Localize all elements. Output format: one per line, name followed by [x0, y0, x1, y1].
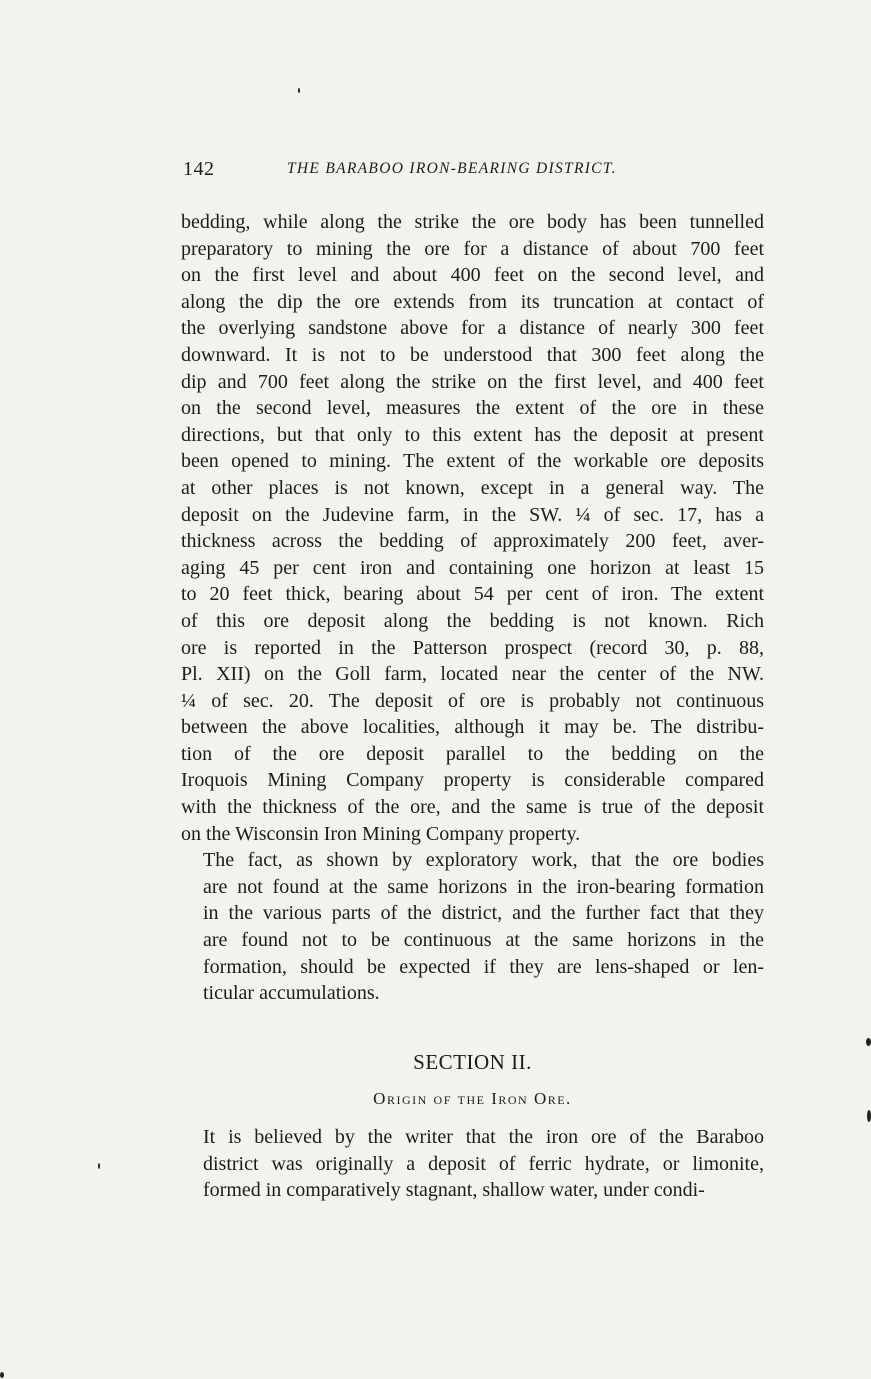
text-line: formation, should be expected if they are lens-shaped or len- — [203, 955, 764, 978]
scan-speck — [866, 1038, 871, 1046]
text-line: district was originally a deposit of ferric hydrate, or limonite, — [203, 1152, 764, 1175]
text-line: the overlying sandstone above for a distance of nearly 300 feet — [181, 317, 764, 340]
text-line: preparatory to mining the ore for a distance of about 700 feet — [181, 237, 764, 260]
text-line: ¼ of sec. 20. The deposit of ore is probably not continuous — [181, 689, 764, 712]
text-line: of this ore deposit along the bedding is not known. Rich — [181, 609, 764, 632]
page-number: 142 — [183, 158, 215, 180]
text-line: ticular accumulations. — [203, 982, 380, 1005]
paragraph — [181, 209, 764, 847]
text-line: with the thickness of the ore, and the same is true of the deposit — [181, 796, 764, 819]
text-line: bedding, while along the strike the ore body has been tunnelled — [181, 211, 764, 233]
text-line: downward. It is not to be understood that 300 feet along the — [181, 343, 764, 366]
section-heading: SECTION II. — [413, 1050, 532, 1074]
page-header — [183, 158, 763, 186]
text-line: formed in comparatively stagnant, shallow water, under condi- — [203, 1179, 705, 1202]
text-line: between the above localities, although it may be. The distribu- — [181, 716, 764, 739]
paragraph — [181, 1124, 764, 1204]
section-text — [181, 1124, 764, 1204]
text-line: directions, but that only to this extent has the deposit at present — [181, 423, 764, 446]
text-line: The fact, as shown by exploratory work, that the ore bodies — [203, 849, 764, 872]
text-line: in the various parts of the district, and the further fact that they — [203, 902, 764, 925]
text-line: Iroquois Mining Company property is considerable compared — [181, 769, 764, 792]
main-text — [181, 209, 764, 1007]
scan-speck — [0, 1372, 4, 1378]
text-line: are found not to be continuous at the same horizons in the — [203, 929, 764, 952]
text-line: on the first level and about 400 feet on the second level, and — [181, 264, 764, 287]
text-line: to 20 feet thick, bearing about 54 per cent of iron. The extent — [181, 583, 764, 606]
running-head: THE BARABOO IRON-BEARING DISTRICT. — [287, 160, 617, 177]
text-line: on the Wisconsin Iron Mining Company property. — [181, 822, 581, 845]
text-line: been opened to mining. The extent of the workable ore deposits — [181, 450, 764, 473]
text-line: along the dip the ore extends from its truncation at contact of — [181, 290, 764, 313]
text-line: on the second level, measures the extent of the ore in these — [181, 397, 764, 420]
scan-speck — [867, 1110, 871, 1122]
text-line: Pl. XII) on the Goll farm, located near the center of the NW. — [181, 663, 764, 686]
text-line: dip and 700 feet along the strike on the first level, and 400 feet — [181, 370, 764, 393]
text-line: deposit on the Judevine farm, in the SW. ¼ of sec. 17, has a — [181, 503, 764, 526]
text-line: are not found at the same horizons in the iron-bearing formation — [203, 875, 764, 898]
text-line: It is believed by the writer that the iron ore of the Baraboo — [203, 1126, 764, 1148]
text-line: at other places is not known, except in a general way. The — [181, 476, 764, 499]
text-line: thickness across the bedding of approximately 200 feet, aver- — [181, 530, 764, 553]
text-line: aging 45 per cent iron and containing one horizon at least 15 — [181, 556, 764, 579]
text-line: ore is reported in the Patterson prospect (record 30, p. 88, — [181, 636, 764, 659]
text-line: tion of the ore deposit parallel to the bedding on the — [181, 742, 764, 765]
scan-speck — [298, 88, 300, 93]
section-subheading: Origin of the Iron Ore. — [373, 1089, 572, 1108]
scan-speck — [98, 1163, 100, 1169]
paragraph — [181, 847, 764, 1007]
